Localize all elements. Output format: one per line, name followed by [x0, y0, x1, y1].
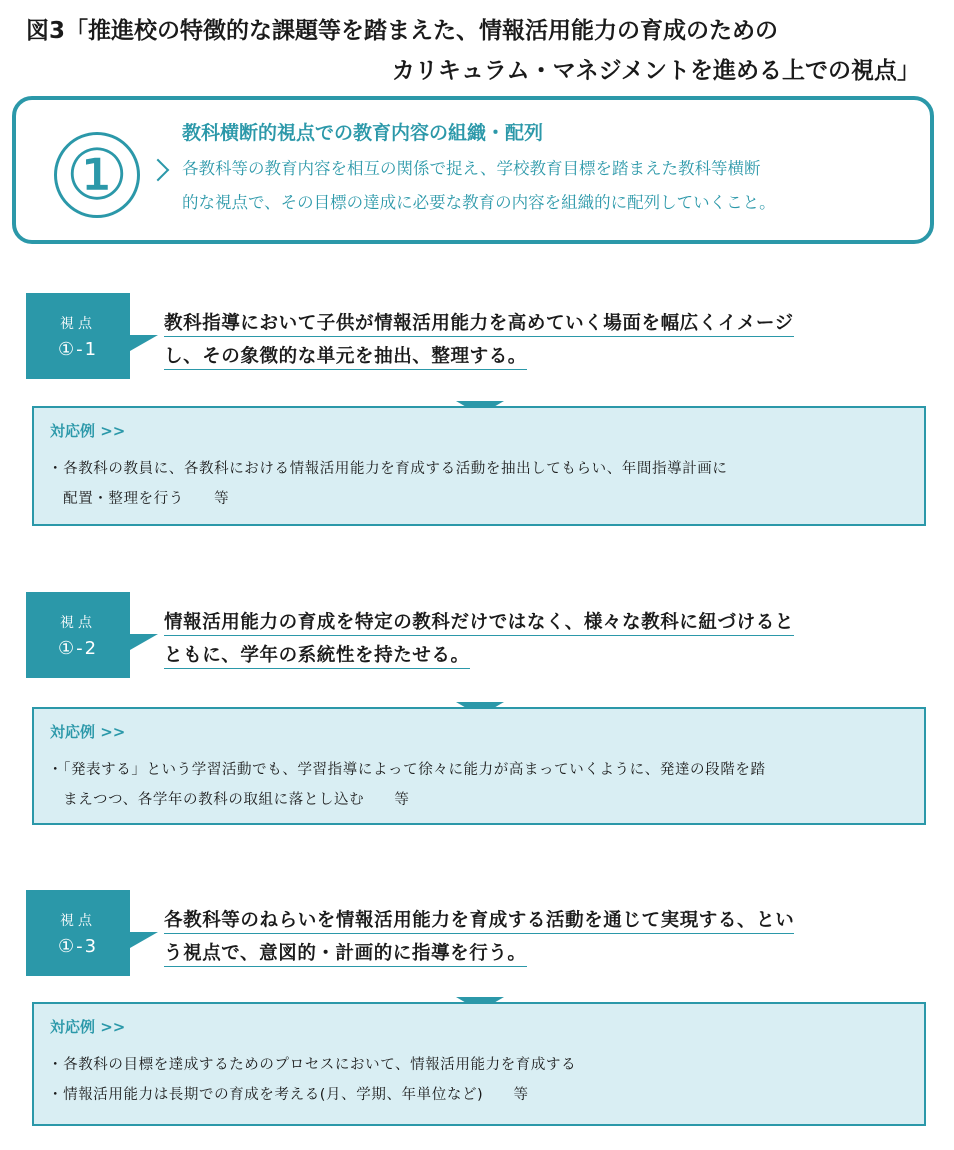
- heading-line: ともに、学年の系統性を持たせる。: [164, 645, 470, 669]
- example-line: 配置・整理を行う 等: [48, 491, 230, 507]
- heading-line: 各教科等のねらいを情報活用能力を育成する活動を通じて実現する、とい: [164, 910, 794, 934]
- example-line: ・各教科の教員に、各教科における情報活用能力を育成する活動を抽出してもらい、年間指導計画に: [48, 461, 728, 477]
- viewpoint-badge: [26, 890, 130, 976]
- main-viewpoint-heading: 教科横断的視点での教育内容の組織・配列: [182, 122, 544, 144]
- chevron-right-icon: [147, 159, 170, 182]
- example-box: [32, 707, 926, 825]
- badge-label: 視点: [60, 615, 96, 631]
- main-viewpoint-description: [182, 152, 776, 220]
- viewpoint-heading: [164, 606, 794, 672]
- example-label: 対応例 >>: [50, 1018, 126, 1036]
- circled-number-one: ①: [54, 132, 140, 218]
- figure-title-line-2: カリキュラム・マネジメントを進める上での視点」: [391, 58, 920, 84]
- example-box: [32, 1002, 926, 1126]
- example-line: まえつつ、各学年の教科の取組に落とし込む 等: [48, 792, 410, 808]
- example-box: [32, 406, 926, 526]
- heading-line: し、その象徴的な単元を抽出、整理する。: [164, 346, 527, 370]
- example-text: [48, 454, 728, 514]
- viewpoint-badge: [26, 293, 130, 379]
- badge-label: 視点: [60, 913, 96, 929]
- example-label: 対応例 >>: [50, 422, 126, 440]
- example-text: [48, 755, 766, 815]
- main-desc-line: 的な視点で、その目標の達成に必要な教育の内容を組織的に配列していくこと。: [182, 193, 776, 212]
- example-line: ・情報活用能力は長期での育成を考える(月、学期、年単位など) 等: [48, 1087, 529, 1103]
- example-line: ・各教科の目標を達成するためのプロセスにおいて、情報活用能力を育成する: [48, 1057, 577, 1073]
- heading-line: う視点で、意図的・計画的に指導を行う。: [164, 943, 527, 967]
- main-viewpoint-box: [12, 96, 934, 244]
- badge-id: ①-3: [57, 936, 99, 957]
- example-text: [48, 1050, 576, 1110]
- example-line: ・「発表する」という学習活動でも、学習指導によって徐々に能力が高まっていくように、発達の段階を踏: [48, 762, 766, 778]
- badge-id: ①-2: [57, 638, 99, 659]
- viewpoint-badge: [26, 592, 130, 678]
- viewpoint-heading: [164, 904, 794, 970]
- badge-id: ①-1: [57, 339, 99, 360]
- heading-line: 情報活用能力の育成を特定の教科だけではなく、様々な教科に紐づけると: [164, 612, 794, 636]
- figure-title-line-1: 図3「推進校の特徴的な課題等を踏まえた、情報活用能力の育成のための: [26, 18, 779, 44]
- main-desc-line: 各教科等の教育内容を相互の関係で捉え、学校教育目標を踏まえた教科等横断: [182, 159, 761, 178]
- heading-line: 教科指導において子供が情報活用能力を高めていく場面を幅広くイメージ: [164, 313, 794, 337]
- viewpoint-heading: [164, 307, 794, 373]
- badge-label: 視点: [60, 316, 96, 332]
- example-label: 対応例 >>: [50, 723, 126, 741]
